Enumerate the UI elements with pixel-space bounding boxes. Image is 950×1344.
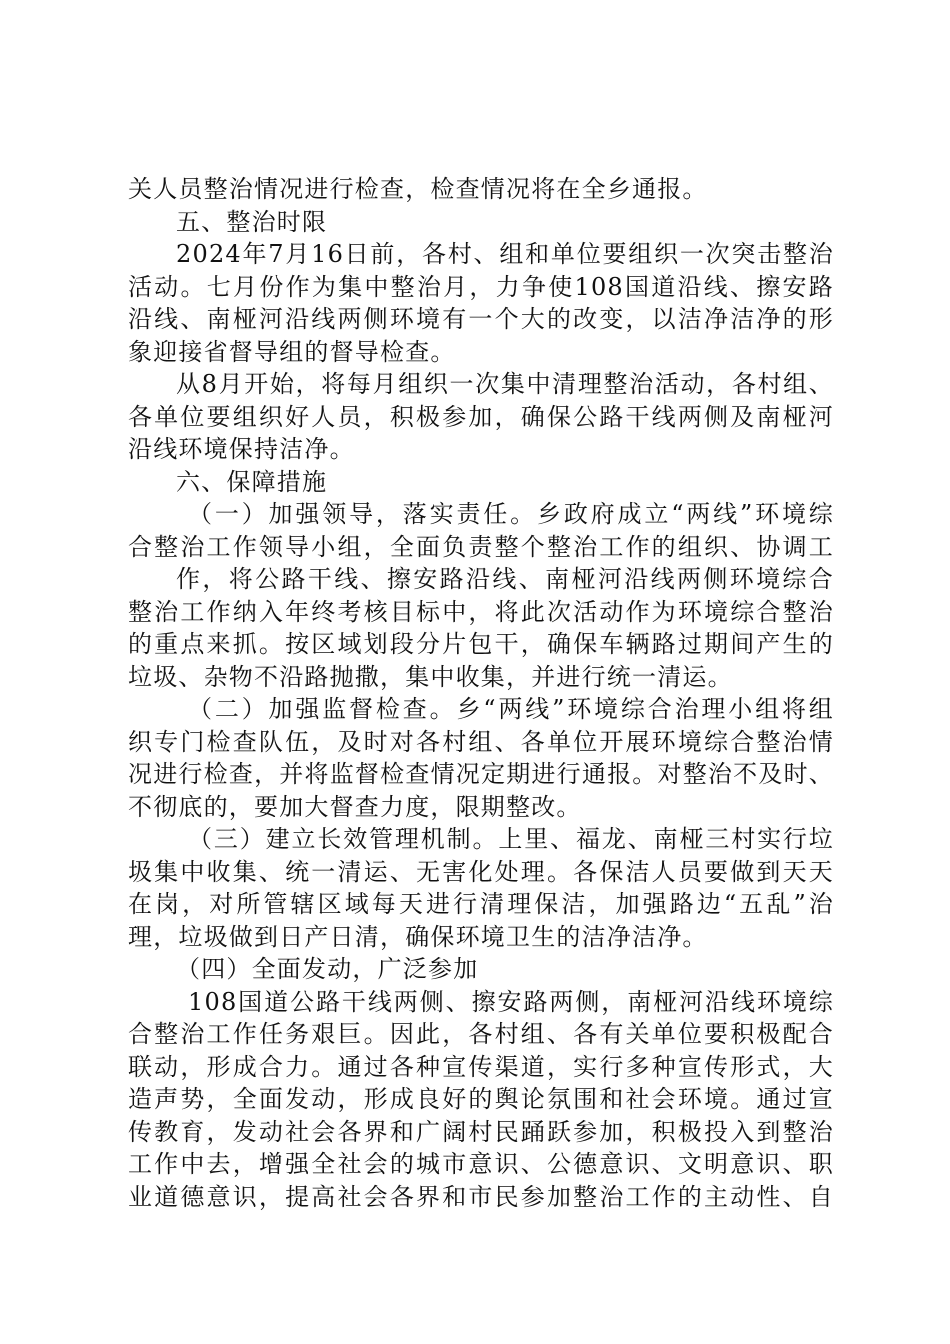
text-line: 各单位要组织好人员，积极参加，确保公路干线两侧及南桠河: [128, 402, 834, 431]
text-line: 整治工作纳入年终考核目标中，将此次活动作为环境综合整治: [128, 597, 834, 626]
text-line: 联动，形成合力。通过各种宣传渠道，实行多种宣传形式，大: [128, 1052, 834, 1081]
text-line: 活动。七月份作为集中整治月，力争使108国道沿线、擦安路: [128, 272, 834, 301]
text-line: 沿线、南桠河沿线两侧环境有一个大的改变，以洁净洁净的形: [128, 305, 834, 333]
text-line: 业道德意识，提高社会各界和市民参加整治工作的主动性、自: [128, 1182, 834, 1211]
text-line: 沿线环境保持洁净。: [128, 435, 355, 463]
text-line: 2024年7月16日前，各村、组和单位要组织一次突击整治: [176, 240, 834, 268]
text-line: 工作中去，增强全社会的城市意识、公德意识、文明意识、职: [128, 1150, 834, 1178]
text-line: 在岗，对所管辖区域每天进行清理保洁，加强路边“五乱”治: [128, 890, 834, 918]
text-line: 作，将公路干线、擦安路沿线、南桠河沿线两侧环境综合: [176, 565, 834, 593]
text-line: 六、保障措施: [176, 467, 328, 496]
text-line: 理，垃圾做到日产日清，确保环境卫生的洁净洁净。: [128, 922, 708, 951]
text-line: （四）全面发动，广泛参加: [176, 955, 479, 983]
text-line: （二）加强监督检查。乡“两线”环境综合治理小组将组: [188, 695, 834, 723]
text-line: （三）建立长效管理机制。上里、福龙、南桠三村实行垃: [188, 825, 834, 853]
text-line: 垃圾、杂物不沿路抛撒，集中收集，并进行统一清运。: [128, 662, 733, 691]
text-line: （一）加强领导，落实责任。乡政府成立“两线”环境综: [188, 500, 834, 528]
document-body: [128, 173, 834, 1213]
text-line: 不彻底的，要加大督查力度，限期整改。: [128, 792, 582, 821]
text-line: 造声势，全面发动，形成良好的舆论氛围和社会环境。通过宣: [128, 1085, 834, 1113]
text-line: 五、整治时限: [176, 207, 328, 236]
text-line: 传教育，发动社会各界和广阔村民踊跃参加，积极投入到整治: [128, 1117, 834, 1146]
text-line: 合整治工作领导小组，全面负责整个整治工作的组织、协调工: [128, 532, 834, 561]
text-line: 况进行检查，并将监督检查情况定期进行通报。对整治不及时、: [128, 760, 834, 788]
text-line: 织专门检查队伍，及时对各村组、各单位开展环境综合整治情: [128, 727, 834, 756]
text-line: 合整治工作任务艰巨。因此，各村组、各有关单位要积极配合: [128, 1020, 834, 1048]
text-line: 关人员整治情况进行检查，检查情况将在全乡通报。: [128, 175, 708, 203]
text-line: 从8月开始，将每月组织一次集中清理整治活动，各村组、: [176, 370, 834, 398]
text-line: 的重点来抓。按区域划段分片包干，确保车辆路过期间产生的: [128, 630, 834, 658]
text-line: 圾集中收集、统一清运、无害化处理。各保洁人员要做到天天: [128, 857, 834, 886]
text-line: 象迎接省督导组的督导检查。: [128, 337, 456, 366]
text-line: 108国道公路干线两侧、擦安路两侧，南桠河沿线环境综: [188, 987, 834, 1016]
